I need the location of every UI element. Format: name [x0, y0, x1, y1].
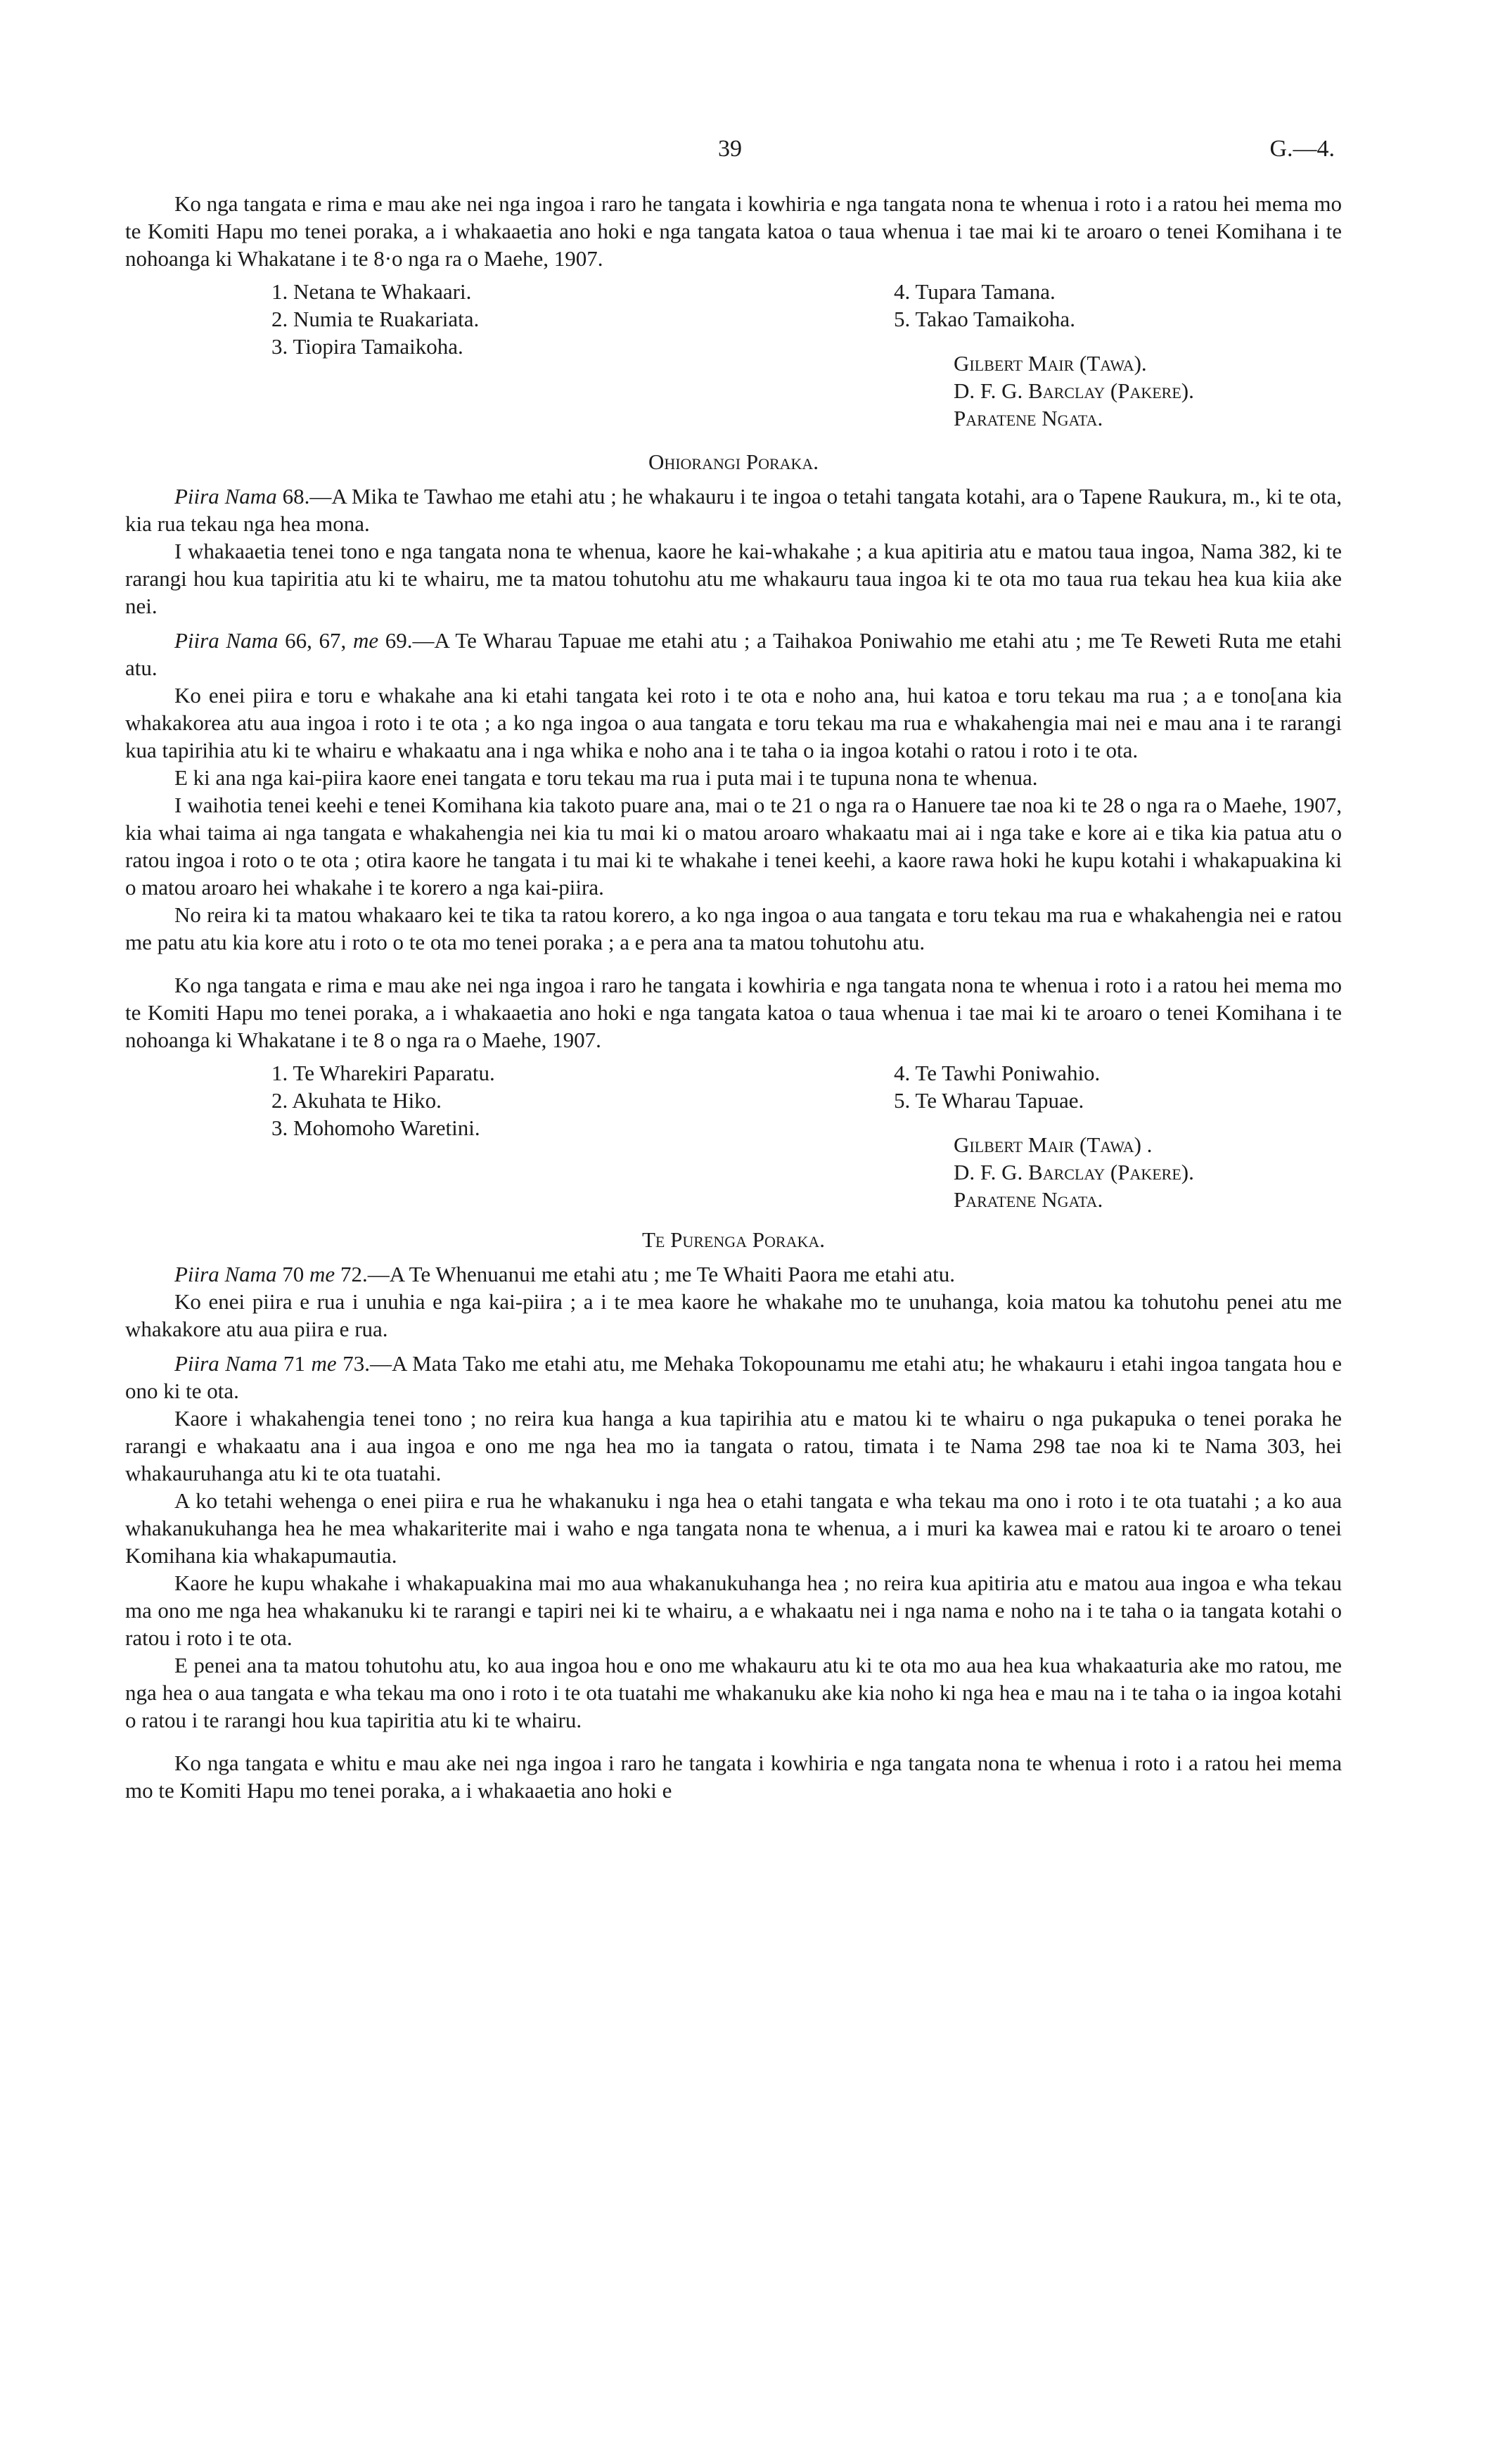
intro-paragraph-1: Ko nga tangata e rima e mau ake nei nga ingoa i raro he tangata i kowhiria e nga tangata nona te whenua i roto i a ratou hei mema mo te Komiti Hapu mo tenei poraka, a i whakaaetia ano hoki e nga tangata katoa o taua whenua i tae mai ki te aroaro o tenei Komihana i te nohoanga ki Whakatane i te 8·o nga ra o Maehe, 1907.: [125, 191, 1342, 271]
signatories-1: [954, 350, 1194, 432]
signatory: Paratene Ngata.: [954, 1187, 1103, 1212]
signatory: D. F. G. Barclay (Pakere).: [954, 1160, 1194, 1184]
appeal-66-69-p3: E ki ana nga kai-piira kaore enei tangata e toru tekau ma rua i puta mai i te tupuna nona te whenua.: [174, 765, 1038, 790]
signatory: Paratene Ngata.: [954, 406, 1103, 430]
closing-paragraph: Ko nga tangata e whitu e mau ake nei nga ingoa i raro he tangata i kowhiria e nga tangata nona te whenua i roto i a ratou hei mema mo te Komiti Hapu mo tenei poraka, a i whakaaetia ano hoki e: [125, 1751, 1342, 1803]
document-reference: G.—4.: [1269, 136, 1335, 162]
member-item: 4. Te Tawhi Poniwahio.: [894, 1061, 1101, 1085]
appeal-68-decision: I whakaaetia tenei tono e nga tangata nona te whenua, kaore he kai-whakahe ; a kua apitiria atu e matou taua ingoa, Nama 382, ki te rarangi hou kua tapiritia atu ki te whairu, me ta matou tohutohu atu me whakauru taua ingoa ki te ota mo taua rua tekau hea kua kiia ake nei.: [125, 539, 1342, 618]
appeal-label: Piira Nama: [174, 628, 278, 653]
section-heading-ohiorangi: Ohiorangi Poraka.: [648, 449, 819, 474]
committee-block-2: [125, 1054, 1342, 1226]
appeal-66-69-p4: I waihotia tenei keehi e tenei Komihana kia takoto puare ana, mai o te 21 o nga ra o Hanuere tae noa ki te 28 o nga ra o Maehe, 1907, kia whai taima ai nga tangata e whakahengia nei kia tu mɑi ki o matou aroaro whakaatu mai ai i nga take e kore ai e tika kia patua atu o ratou ingoa i roto o te ota ; otira kaore he tangata i tu mai ki te whakahe i tenei keehi, a kaore rawa hoki he kupu kotahi i whakapuakina ki o matou aroaro hei whakahe i te korero a nga kai-piira.: [125, 793, 1342, 900]
appeal-70-72-paragraph: Piira Nama 70 me 72.—A Te Whenuanui me etahi atu ; me Te Whaiti Paora me etahi atu.: [174, 1262, 955, 1286]
member-item: 1. Te Wharekiri Paparatu.: [271, 1061, 495, 1085]
appeal-71-73-paragraph: Piira Nama 71 me 73.—A Mata Tako me etahi atu, me Mehaka Tokopounamu me etahi atu; he whakauru i etahi ingoa tangata hou e ono ki te ota.: [125, 1351, 1343, 1403]
appeal-66-69-p2: Ko enei piira e toru e whakahe ana ki etahi tangata kei roto i te ota e noho ana, hui katoa e toru tekau ma rua ; a e tono[ana kia whakakorea atu aua ingoa i roto i te ota ; a ko nga ingoa o aua tangata e toru tekau ma rua e whakahengia mai nei e mau ana i te rarangi kua tapirihia atu ki te whairu e whakaatu ana i nga whika e noho ana i te taha o ia ingoa kotahi o ratou i roto i te ota.: [125, 683, 1342, 762]
member-list-left-2: [271, 1059, 495, 1142]
member-item: 2. Akuhata te Hiko.: [271, 1088, 442, 1113]
member-item: 5. Takao Tamaikoha.: [894, 307, 1075, 331]
appeal-71-73-p5: E penei ana ta matou tohutohu atu, ko aua ingoa hou e ono me whakauru atu ki te ota mo aua hea kua whakaaturia ake mo ratou, me nga hea o aua tangata e wha tekau ma ono i roto i te ota tuatahi me whakanuku ake kia noho ki nga hea e mau na i te taha o ia ingoa kotahi o ratou i te rarangi hou kua tapiritia atu ki te whairu.: [125, 1653, 1342, 1732]
member-item: 3. Tiopira Tamaikoha.: [271, 334, 463, 359]
appeal-label: Piira Nama: [174, 1262, 277, 1286]
member-list-right-2: [894, 1059, 1100, 1114]
intro-paragraph-2: Ko nga tangata e rima e mau ake nei nga ingoa i raro he tangata i kowhiria e nga tangata nona te whenua i roto i a ratou hei mema mo te Komiti Hapu mo tenei poraka, a i whakaaetia ano hoki e nga tangata katoa o taua whenua i tae mai ki te aroaro o tenei Komihana i te nohoanga ki Whakatane i te 8 o nga ra o Maehe, 1907.: [125, 973, 1342, 1052]
page-header: [125, 127, 1342, 190]
appeal-70-72-decision: Ko enei piira e rua i unuhia e nga kai-piira ; a i te mea kaore he whakahe mo te unuhanga, koia matou ka tohutohu penei atu me whakakore atu aua piira e rua.: [125, 1289, 1342, 1341]
appeal-71-73-p4: Kaore he kupu whakahe i whakapuakina mai mo aua whakanukuhanga hea ; no reira kua apitiria atu e matou aua ingoa e wha tekau ma ono me nga hea whakanuku ki te rarangi e tapiri nei ki te whairu, a e whakaatu nei i nga nama e noho na i te taha o ia tangata kotahi o ratou i roto i te ota.: [125, 1571, 1342, 1650]
signatory: Gilbert Mair (Tawa).: [954, 351, 1147, 376]
member-item: 3. Mohomoho Waretini.: [271, 1115, 480, 1140]
member-item: 1. Netana te Whakaari.: [271, 279, 472, 304]
signatory: D. F. G. Barclay (Pakere).: [954, 378, 1194, 403]
member-list-left-1: [271, 278, 479, 360]
document-page: [125, 127, 1342, 1804]
appeal-71-73-p3: A ko tetahi wehenga o enei piira e rua he whakanuku i nga hea o etahi tangata e wha tekau ma ono i roto i te ota tuatahi ; a ko aua whakanukuhanga hea he mea whakariterite mai i waho e nga tangata nona te whenua, a i muri ka kawea mai e ratou ki te aroaro o tenei Komihana kia whakapumautia.: [125, 1488, 1342, 1568]
page-number: 39: [718, 136, 742, 162]
member-item: 2. Numia te Ruakariata.: [271, 307, 480, 331]
member-list-right-1: [894, 278, 1075, 333]
signatory: Gilbert Mair (Tawa) .: [954, 1132, 1153, 1157]
section-heading-te-purenga: Te Purenga Poraka.: [642, 1227, 825, 1252]
appeal-label: Piira Nama: [174, 1351, 278, 1376]
appeal-68-paragraph: Piira Nama 68.—A Mika te Tawhao me etahi atu ; he whakauru i te ingoa o tetahi tangata kotahi, ara o Tapene Raukura, m., ki te ota, kia rua tekau nga hea mona.: [125, 484, 1342, 536]
appeal-label: Piira Nama: [174, 484, 277, 509]
member-item: 5. Te Wharau Tapuae.: [894, 1088, 1084, 1113]
committee-block-1: [125, 272, 1342, 448]
member-item: 4. Tupara Tamana.: [894, 279, 1056, 304]
appeal-66-69-paragraph: Piira Nama 66, 67, me 69.—A Te Wharau Tapuae me etahi atu ; a Taihakoa Poniwahio me etahi atu ; me Te Reweti Ruta me etahi atu.: [125, 628, 1343, 680]
signatories-2: [954, 1131, 1194, 1213]
appeal-66-69-p5: No reira ki ta matou whakaaro kei te tika ta ratou korero, a ko nga ingoa o aua tangata e toru tekau ma rua e whakahengia nei e ratou me patu atu kia kore atu i roto o te ota mo tenei poraka ; a e pera ana ta matou tohutohu atu.: [125, 902, 1342, 954]
appeal-71-73-p2: Kaore i whakahengia tenei tono ; no reira kua hanga a kua tapirihia atu e matou ki te whairu o nga pukapuka o tenei poraka he rarangi e whakaatu ana i aua ingoa e ono me nga hea mo ia tangata o ratou, timata i te Nama 298 tae noa ki te Nama 303, hei whakauruhanga atu ki te ota tuatahi.: [125, 1406, 1342, 1485]
